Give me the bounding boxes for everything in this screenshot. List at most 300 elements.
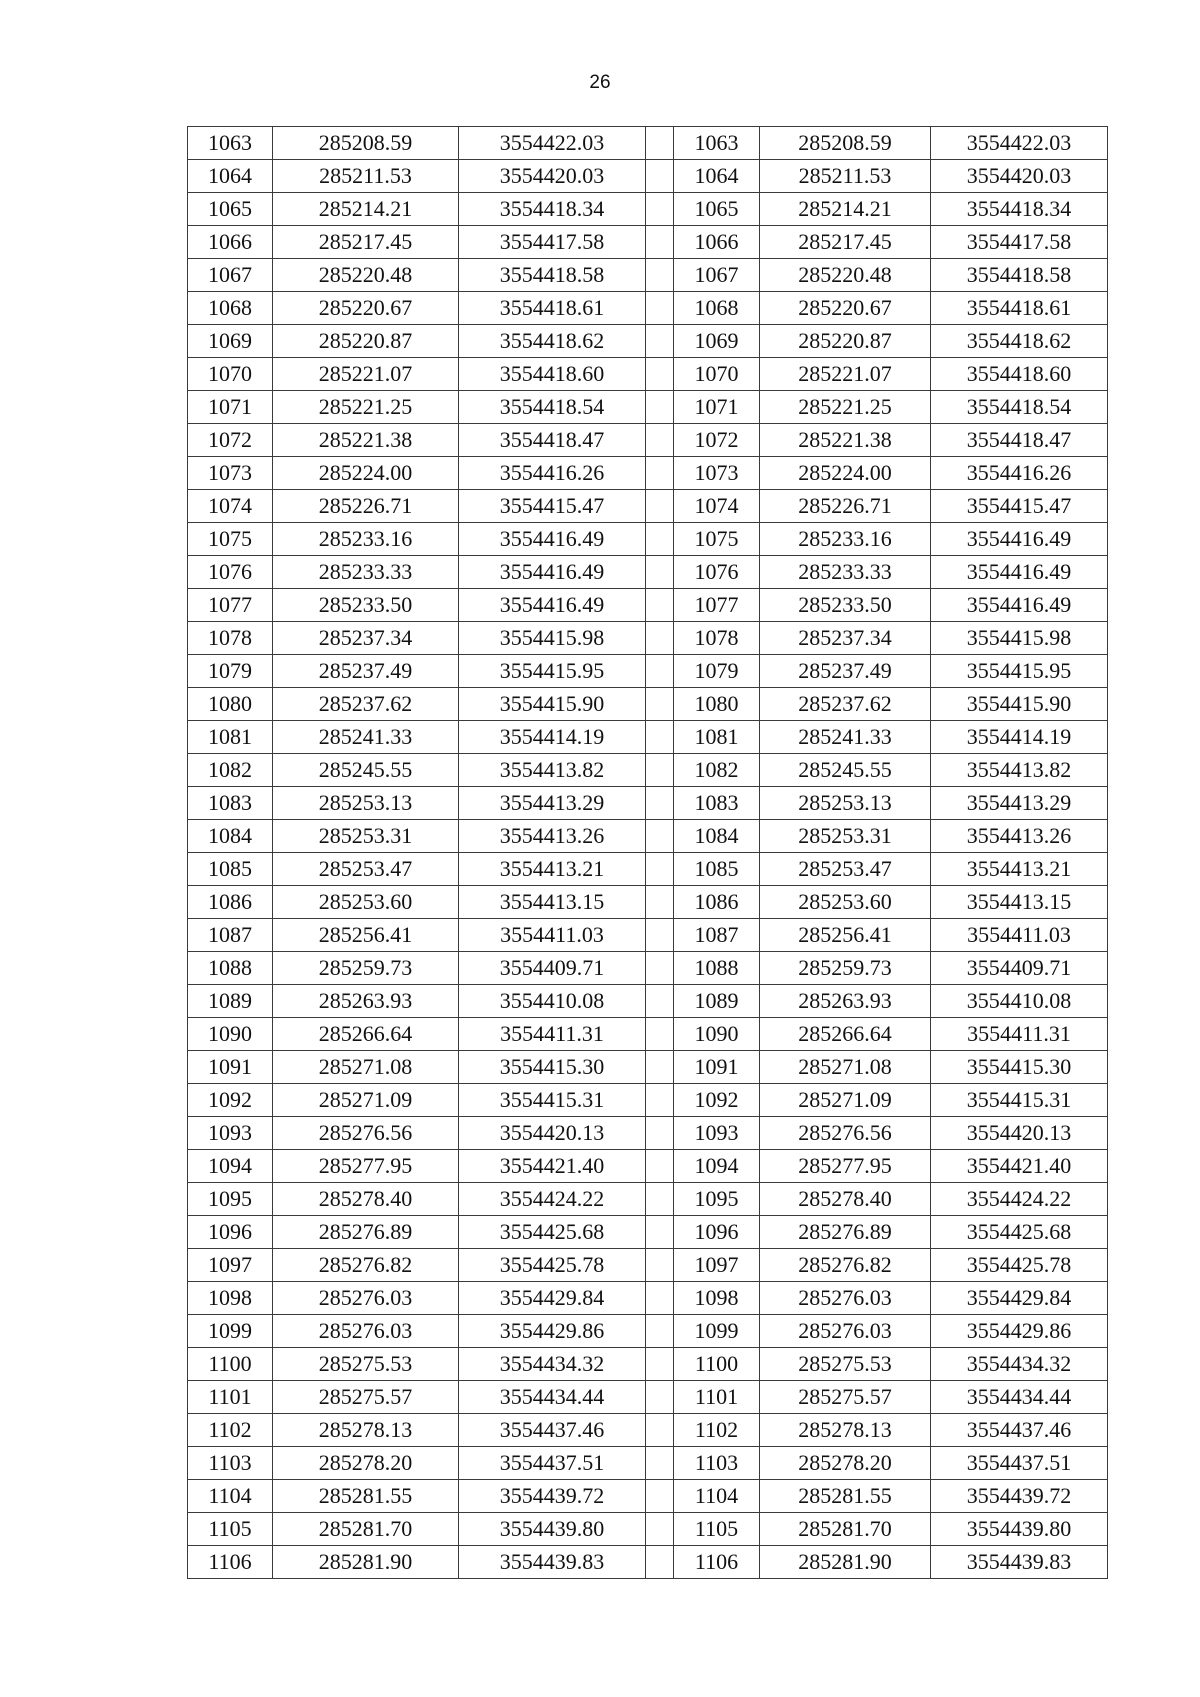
y-coordinate-cell: 3554413.21	[459, 853, 646, 886]
x-coordinate-cell-right: 285276.03	[760, 1282, 931, 1315]
point-id-cell-right: 1091	[674, 1051, 760, 1084]
gap-cell	[646, 1447, 674, 1480]
point-id-cell: 1103	[188, 1447, 273, 1480]
x-coordinate-cell-right: 285233.50	[760, 589, 931, 622]
x-coordinate-cell-right: 285253.31	[760, 820, 931, 853]
point-id-cell: 1089	[188, 985, 273, 1018]
point-id-cell-right: 1087	[674, 919, 760, 952]
point-id-cell-right: 1071	[674, 391, 760, 424]
gap-cell	[646, 292, 674, 325]
point-id-cell: 1092	[188, 1084, 273, 1117]
table-row	[188, 754, 1108, 787]
x-coordinate-cell-right: 285226.71	[760, 490, 931, 523]
table-row	[188, 1282, 1108, 1315]
point-id-cell: 1067	[188, 259, 273, 292]
y-coordinate-cell: 3554439.83	[459, 1546, 646, 1579]
point-id-cell-right: 1092	[674, 1084, 760, 1117]
point-id-cell-right: 1076	[674, 556, 760, 589]
table-row	[188, 1249, 1108, 1282]
x-coordinate-cell: 285217.45	[273, 226, 459, 259]
y-coordinate-cell-right: 3554409.71	[931, 952, 1108, 985]
x-coordinate-cell: 285275.53	[273, 1348, 459, 1381]
point-id-cell: 1086	[188, 886, 273, 919]
point-id-cell: 1072	[188, 424, 273, 457]
point-id-cell: 1093	[188, 1117, 273, 1150]
gap-cell	[646, 820, 674, 853]
point-id-cell: 1084	[188, 820, 273, 853]
point-id-cell: 1066	[188, 226, 273, 259]
y-coordinate-cell-right: 3554439.80	[931, 1513, 1108, 1546]
point-id-cell-right: 1099	[674, 1315, 760, 1348]
y-coordinate-cell: 3554429.86	[459, 1315, 646, 1348]
table-row	[188, 226, 1108, 259]
gap-cell	[646, 886, 674, 919]
x-coordinate-cell-right: 285275.53	[760, 1348, 931, 1381]
gap-cell	[646, 523, 674, 556]
y-coordinate-cell-right: 3554437.51	[931, 1447, 1108, 1480]
x-coordinate-cell-right: 285237.49	[760, 655, 931, 688]
y-coordinate-cell: 3554413.29	[459, 787, 646, 820]
x-coordinate-cell: 285271.09	[273, 1084, 459, 1117]
y-coordinate-cell-right: 3554415.47	[931, 490, 1108, 523]
x-coordinate-cell-right: 285271.09	[760, 1084, 931, 1117]
y-coordinate-cell-right: 3554418.60	[931, 358, 1108, 391]
point-id-cell: 1101	[188, 1381, 273, 1414]
y-coordinate-cell-right: 3554418.58	[931, 259, 1108, 292]
point-id-cell-right: 1083	[674, 787, 760, 820]
y-coordinate-cell-right: 3554418.34	[931, 193, 1108, 226]
table-row	[188, 919, 1108, 952]
table-row	[188, 1315, 1108, 1348]
x-coordinate-cell-right: 285278.40	[760, 1183, 931, 1216]
y-coordinate-cell: 3554415.30	[459, 1051, 646, 1084]
page-number: 26	[589, 72, 611, 93]
gap-cell	[646, 193, 674, 226]
y-coordinate-cell: 3554420.03	[459, 160, 646, 193]
table-row	[188, 391, 1108, 424]
point-id-cell-right: 1069	[674, 325, 760, 358]
table-row	[188, 1018, 1108, 1051]
y-coordinate-cell: 3554418.61	[459, 292, 646, 325]
table-row	[188, 1150, 1108, 1183]
gap-cell	[646, 226, 674, 259]
point-id-cell-right: 1073	[674, 457, 760, 490]
x-coordinate-cell-right: 285256.41	[760, 919, 931, 952]
y-coordinate-cell: 3554416.49	[459, 523, 646, 556]
point-id-cell-right: 1094	[674, 1150, 760, 1183]
y-coordinate-cell: 3554416.26	[459, 457, 646, 490]
point-id-cell: 1085	[188, 853, 273, 886]
point-id-cell-right: 1066	[674, 226, 760, 259]
point-id-cell: 1105	[188, 1513, 273, 1546]
gap-cell	[646, 325, 674, 358]
point-id-cell: 1068	[188, 292, 273, 325]
gap-cell	[646, 1249, 674, 1282]
x-coordinate-cell-right: 285208.59	[760, 127, 931, 160]
point-id-cell-right: 1084	[674, 820, 760, 853]
point-id-cell: 1091	[188, 1051, 273, 1084]
y-coordinate-cell-right: 3554413.82	[931, 754, 1108, 787]
gap-cell	[646, 1315, 674, 1348]
point-id-cell-right: 1100	[674, 1348, 760, 1381]
y-coordinate-cell-right: 3554417.58	[931, 226, 1108, 259]
x-coordinate-cell-right: 285259.73	[760, 952, 931, 985]
x-coordinate-cell: 285211.53	[273, 160, 459, 193]
gap-cell	[646, 721, 674, 754]
point-id-cell-right: 1080	[674, 688, 760, 721]
x-coordinate-cell: 285220.67	[273, 292, 459, 325]
gap-cell	[646, 1513, 674, 1546]
point-id-cell-right: 1082	[674, 754, 760, 787]
x-coordinate-cell: 285281.90	[273, 1546, 459, 1579]
x-coordinate-cell: 285256.41	[273, 919, 459, 952]
y-coordinate-cell: 3554422.03	[459, 127, 646, 160]
x-coordinate-cell: 285221.25	[273, 391, 459, 424]
x-coordinate-cell: 285276.03	[273, 1315, 459, 1348]
x-coordinate-cell: 285241.33	[273, 721, 459, 754]
table-row	[188, 325, 1108, 358]
point-id-cell-right: 1104	[674, 1480, 760, 1513]
x-coordinate-cell: 285245.55	[273, 754, 459, 787]
x-coordinate-cell-right: 285214.21	[760, 193, 931, 226]
table-row	[188, 523, 1108, 556]
table-row	[188, 1513, 1108, 1546]
x-coordinate-cell: 285253.47	[273, 853, 459, 886]
x-coordinate-cell: 285224.00	[273, 457, 459, 490]
gap-cell	[646, 952, 674, 985]
y-coordinate-cell: 3554418.54	[459, 391, 646, 424]
gap-cell	[646, 787, 674, 820]
x-coordinate-cell: 285220.48	[273, 259, 459, 292]
x-coordinate-cell: 285233.16	[273, 523, 459, 556]
y-coordinate-cell: 3554415.47	[459, 490, 646, 523]
y-coordinate-cell-right: 3554437.46	[931, 1414, 1108, 1447]
y-coordinate-cell-right: 3554415.95	[931, 655, 1108, 688]
y-coordinate-cell-right: 3554413.26	[931, 820, 1108, 853]
table-row	[188, 1216, 1108, 1249]
y-coordinate-cell-right: 3554429.86	[931, 1315, 1108, 1348]
x-coordinate-cell: 285277.95	[273, 1150, 459, 1183]
point-id-cell: 1079	[188, 655, 273, 688]
x-coordinate-cell-right: 285263.93	[760, 985, 931, 1018]
point-id-cell: 1080	[188, 688, 273, 721]
y-coordinate-cell-right: 3554413.21	[931, 853, 1108, 886]
y-coordinate-cell: 3554415.31	[459, 1084, 646, 1117]
x-coordinate-cell-right: 285211.53	[760, 160, 931, 193]
x-coordinate-cell-right: 285276.03	[760, 1315, 931, 1348]
table-row	[188, 853, 1108, 886]
y-coordinate-cell: 3554418.58	[459, 259, 646, 292]
gap-cell	[646, 259, 674, 292]
x-coordinate-cell: 285278.40	[273, 1183, 459, 1216]
table-row	[188, 952, 1108, 985]
y-coordinate-cell: 3554417.58	[459, 226, 646, 259]
x-coordinate-cell: 285281.55	[273, 1480, 459, 1513]
x-coordinate-cell: 285276.89	[273, 1216, 459, 1249]
point-id-cell-right: 1093	[674, 1117, 760, 1150]
y-coordinate-cell: 3554424.22	[459, 1183, 646, 1216]
coordinates-table-body	[188, 127, 1108, 1579]
x-coordinate-cell: 285278.20	[273, 1447, 459, 1480]
x-coordinate-cell-right: 285281.55	[760, 1480, 931, 1513]
point-id-cell-right: 1077	[674, 589, 760, 622]
table-row	[188, 160, 1108, 193]
point-id-cell: 1081	[188, 721, 273, 754]
gap-cell	[646, 688, 674, 721]
y-coordinate-cell: 3554418.62	[459, 325, 646, 358]
table-row	[188, 1447, 1108, 1480]
y-coordinate-cell: 3554437.46	[459, 1414, 646, 1447]
point-id-cell: 1082	[188, 754, 273, 787]
y-coordinate-cell: 3554415.90	[459, 688, 646, 721]
gap-cell	[646, 1414, 674, 1447]
y-coordinate-cell-right: 3554418.47	[931, 424, 1108, 457]
point-id-cell-right: 1106	[674, 1546, 760, 1579]
y-coordinate-cell-right: 3554410.08	[931, 985, 1108, 1018]
x-coordinate-cell-right: 285276.56	[760, 1117, 931, 1150]
y-coordinate-cell: 3554418.60	[459, 358, 646, 391]
table-row	[188, 655, 1108, 688]
x-coordinate-cell: 285263.93	[273, 985, 459, 1018]
y-coordinate-cell: 3554425.68	[459, 1216, 646, 1249]
y-coordinate-cell-right: 3554422.03	[931, 127, 1108, 160]
y-coordinate-cell-right: 3554425.68	[931, 1216, 1108, 1249]
y-coordinate-cell-right: 3554418.54	[931, 391, 1108, 424]
point-id-cell: 1094	[188, 1150, 273, 1183]
table-row	[188, 1084, 1108, 1117]
y-coordinate-cell: 3554413.26	[459, 820, 646, 853]
y-coordinate-cell: 3554414.19	[459, 721, 646, 754]
table-row	[188, 589, 1108, 622]
table-row	[188, 1183, 1108, 1216]
y-coordinate-cell-right: 3554421.40	[931, 1150, 1108, 1183]
point-id-cell-right: 1086	[674, 886, 760, 919]
gap-cell	[646, 1084, 674, 1117]
table-row	[188, 721, 1108, 754]
table-row	[188, 1414, 1108, 1447]
point-id-cell: 1096	[188, 1216, 273, 1249]
y-coordinate-cell-right: 3554439.83	[931, 1546, 1108, 1579]
point-id-cell: 1099	[188, 1315, 273, 1348]
x-coordinate-cell: 285271.08	[273, 1051, 459, 1084]
x-coordinate-cell: 285226.71	[273, 490, 459, 523]
y-coordinate-cell: 3554429.84	[459, 1282, 646, 1315]
point-id-cell-right: 1096	[674, 1216, 760, 1249]
y-coordinate-cell: 3554416.49	[459, 589, 646, 622]
point-id-cell: 1098	[188, 1282, 273, 1315]
y-coordinate-cell: 3554416.49	[459, 556, 646, 589]
gap-cell	[646, 391, 674, 424]
table-row	[188, 886, 1108, 919]
gap-cell	[646, 853, 674, 886]
point-id-cell-right: 1088	[674, 952, 760, 985]
y-coordinate-cell-right: 3554429.84	[931, 1282, 1108, 1315]
x-coordinate-cell: 285275.57	[273, 1381, 459, 1414]
y-coordinate-cell: 3554418.47	[459, 424, 646, 457]
point-id-cell-right: 1081	[674, 721, 760, 754]
point-id-cell: 1087	[188, 919, 273, 952]
point-id-cell-right: 1072	[674, 424, 760, 457]
x-coordinate-cell-right: 285233.16	[760, 523, 931, 556]
gap-cell	[646, 490, 674, 523]
gap-cell	[646, 622, 674, 655]
y-coordinate-cell: 3554425.78	[459, 1249, 646, 1282]
table-row	[188, 1546, 1108, 1579]
table-row	[188, 622, 1108, 655]
x-coordinate-cell-right: 285220.87	[760, 325, 931, 358]
table-row	[188, 1051, 1108, 1084]
y-coordinate-cell-right: 3554416.49	[931, 523, 1108, 556]
table-row	[188, 1117, 1108, 1150]
x-coordinate-cell-right: 285278.20	[760, 1447, 931, 1480]
x-coordinate-cell-right: 285275.57	[760, 1381, 931, 1414]
gap-cell	[646, 160, 674, 193]
y-coordinate-cell: 3554437.51	[459, 1447, 646, 1480]
point-id-cell-right: 1103	[674, 1447, 760, 1480]
y-coordinate-cell: 3554413.15	[459, 886, 646, 919]
gap-cell	[646, 754, 674, 787]
point-id-cell: 1095	[188, 1183, 273, 1216]
y-coordinate-cell-right: 3554420.13	[931, 1117, 1108, 1150]
gap-cell	[646, 1282, 674, 1315]
x-coordinate-cell: 285233.50	[273, 589, 459, 622]
point-id-cell: 1104	[188, 1480, 273, 1513]
y-coordinate-cell-right: 3554413.15	[931, 886, 1108, 919]
x-coordinate-cell-right: 285277.95	[760, 1150, 931, 1183]
y-coordinate-cell: 3554420.13	[459, 1117, 646, 1150]
y-coordinate-cell: 3554415.95	[459, 655, 646, 688]
y-coordinate-cell-right: 3554434.32	[931, 1348, 1108, 1381]
x-coordinate-cell: 285237.62	[273, 688, 459, 721]
table-row	[188, 490, 1108, 523]
y-coordinate-cell: 3554439.80	[459, 1513, 646, 1546]
y-coordinate-cell-right: 3554416.49	[931, 589, 1108, 622]
table-row	[188, 1381, 1108, 1414]
y-coordinate-cell-right: 3554414.19	[931, 721, 1108, 754]
x-coordinate-cell-right: 285281.70	[760, 1513, 931, 1546]
x-coordinate-cell: 285266.64	[273, 1018, 459, 1051]
point-id-cell-right: 1070	[674, 358, 760, 391]
y-coordinate-cell-right: 3554418.62	[931, 325, 1108, 358]
x-coordinate-cell-right: 285221.38	[760, 424, 931, 457]
point-id-cell: 1073	[188, 457, 273, 490]
point-id-cell: 1078	[188, 622, 273, 655]
table-row	[188, 820, 1108, 853]
point-id-cell-right: 1098	[674, 1282, 760, 1315]
gap-cell	[646, 127, 674, 160]
x-coordinate-cell-right: 285245.55	[760, 754, 931, 787]
x-coordinate-cell-right: 285253.13	[760, 787, 931, 820]
y-coordinate-cell-right: 3554411.03	[931, 919, 1108, 952]
point-id-cell-right: 1095	[674, 1183, 760, 1216]
point-id-cell: 1071	[188, 391, 273, 424]
x-coordinate-cell-right: 285217.45	[760, 226, 931, 259]
x-coordinate-cell-right: 285233.33	[760, 556, 931, 589]
y-coordinate-cell: 3554411.31	[459, 1018, 646, 1051]
y-coordinate-cell: 3554418.34	[459, 193, 646, 226]
gap-cell	[646, 1381, 674, 1414]
point-id-cell-right: 1102	[674, 1414, 760, 1447]
y-coordinate-cell-right: 3554434.44	[931, 1381, 1108, 1414]
gap-cell	[646, 1216, 674, 1249]
point-id-cell-right: 1064	[674, 160, 760, 193]
x-coordinate-cell: 285253.60	[273, 886, 459, 919]
y-coordinate-cell-right: 3554415.31	[931, 1084, 1108, 1117]
y-coordinate-cell: 3554413.82	[459, 754, 646, 787]
gap-cell	[646, 1546, 674, 1579]
point-id-cell-right: 1074	[674, 490, 760, 523]
point-id-cell: 1065	[188, 193, 273, 226]
point-id-cell-right: 1101	[674, 1381, 760, 1414]
y-coordinate-cell: 3554411.03	[459, 919, 646, 952]
table-row	[188, 787, 1108, 820]
point-id-cell-right: 1065	[674, 193, 760, 226]
x-coordinate-cell-right: 285224.00	[760, 457, 931, 490]
table-row	[188, 193, 1108, 226]
point-id-cell-right: 1075	[674, 523, 760, 556]
x-coordinate-cell: 285237.34	[273, 622, 459, 655]
gap-cell	[646, 1150, 674, 1183]
y-coordinate-cell-right: 3554420.03	[931, 160, 1108, 193]
x-coordinate-cell-right: 285276.89	[760, 1216, 931, 1249]
x-coordinate-cell: 285276.03	[273, 1282, 459, 1315]
point-id-cell: 1106	[188, 1546, 273, 1579]
coordinates-table	[187, 126, 1108, 1579]
gap-cell	[646, 1018, 674, 1051]
point-id-cell-right: 1089	[674, 985, 760, 1018]
y-coordinate-cell-right: 3554416.49	[931, 556, 1108, 589]
x-coordinate-cell-right: 285266.64	[760, 1018, 931, 1051]
y-coordinate-cell: 3554434.32	[459, 1348, 646, 1381]
gap-cell	[646, 1183, 674, 1216]
point-id-cell: 1075	[188, 523, 273, 556]
point-id-cell: 1074	[188, 490, 273, 523]
point-id-cell: 1088	[188, 952, 273, 985]
y-coordinate-cell-right: 3554415.98	[931, 622, 1108, 655]
y-coordinate-cell: 3554410.08	[459, 985, 646, 1018]
x-coordinate-cell: 285237.49	[273, 655, 459, 688]
y-coordinate-cell-right: 3554439.72	[931, 1480, 1108, 1513]
point-id-cell-right: 1067	[674, 259, 760, 292]
y-coordinate-cell: 3554409.71	[459, 952, 646, 985]
x-coordinate-cell: 285276.82	[273, 1249, 459, 1282]
gap-cell	[646, 358, 674, 391]
gap-cell	[646, 985, 674, 1018]
x-coordinate-cell-right: 285253.60	[760, 886, 931, 919]
point-id-cell: 1102	[188, 1414, 273, 1447]
point-id-cell-right: 1078	[674, 622, 760, 655]
point-id-cell: 1077	[188, 589, 273, 622]
x-coordinate-cell: 285276.56	[273, 1117, 459, 1150]
gap-cell	[646, 1348, 674, 1381]
x-coordinate-cell-right: 285220.67	[760, 292, 931, 325]
x-coordinate-cell: 285208.59	[273, 127, 459, 160]
point-id-cell: 1083	[188, 787, 273, 820]
x-coordinate-cell-right: 285278.13	[760, 1414, 931, 1447]
gap-cell	[646, 589, 674, 622]
x-coordinate-cell-right: 285241.33	[760, 721, 931, 754]
point-id-cell: 1076	[188, 556, 273, 589]
point-id-cell: 1064	[188, 160, 273, 193]
table-row	[188, 688, 1108, 721]
y-coordinate-cell-right: 3554415.90	[931, 688, 1108, 721]
table-row	[188, 556, 1108, 589]
x-coordinate-cell-right: 285276.82	[760, 1249, 931, 1282]
gap-cell	[646, 1117, 674, 1150]
gap-cell	[646, 919, 674, 952]
y-coordinate-cell-right: 3554411.31	[931, 1018, 1108, 1051]
y-coordinate-cell-right: 3554416.26	[931, 457, 1108, 490]
